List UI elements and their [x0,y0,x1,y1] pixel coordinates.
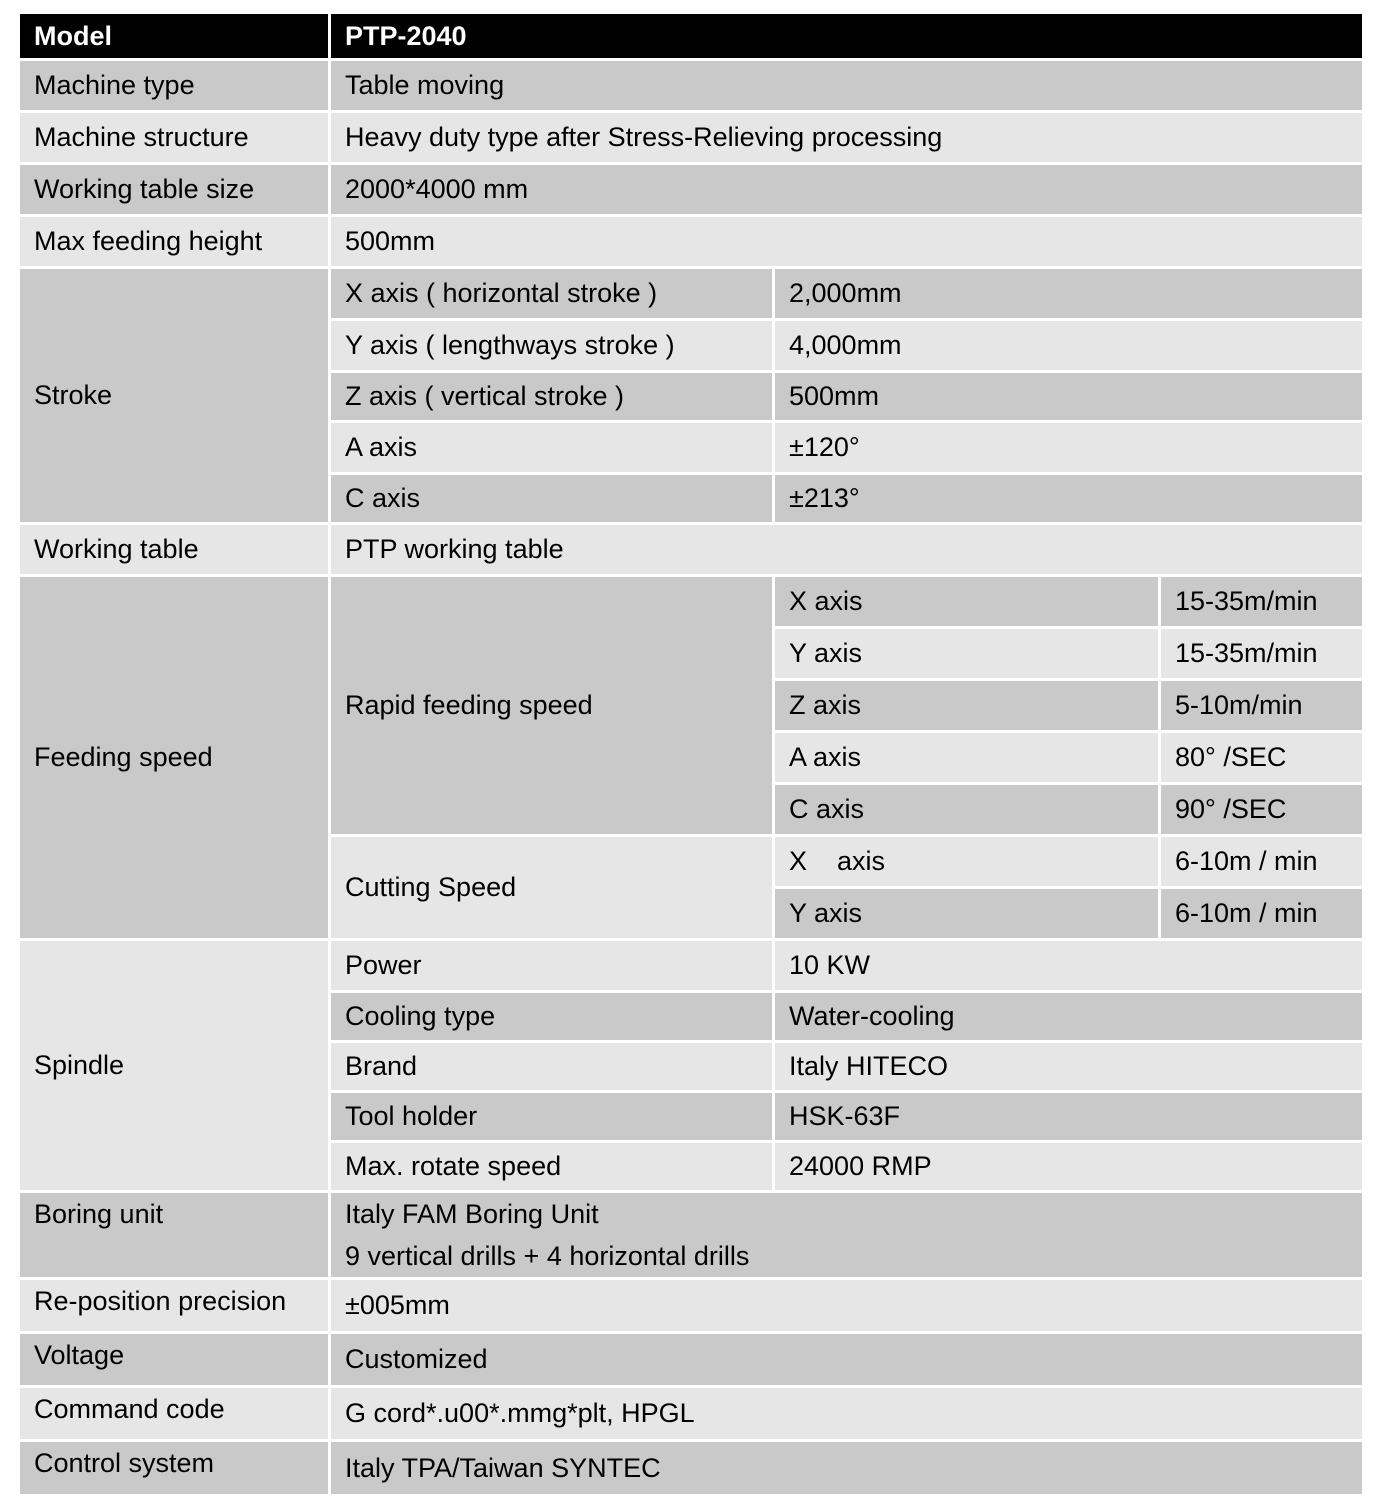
row-label: Boring unit [20,1193,331,1280]
rapid-axis-label: C axis [775,785,1161,837]
spindle-item-label: Max. rotate speed [331,1143,775,1193]
row-value: Customized [331,1334,1362,1388]
stroke-item-label: A axis [331,423,775,475]
rapid-axis-value: 5-10m/min [1161,681,1362,733]
row-value: 2000*4000 mm [331,165,1362,217]
row-value: ±005mm [331,1280,1362,1334]
row-label: Working table [20,525,331,577]
row-label: Max feeding height [20,217,331,269]
stroke-item-value: ±120° [775,423,1362,475]
stroke-item-value: 4,000mm [775,321,1362,373]
table-row [20,1442,1362,1497]
boring-unit-value [331,1193,1362,1280]
stroke-item-label: C axis [331,475,775,525]
cutting-speed-label: Cutting Speed [331,837,775,941]
row-value: G cord*.u00*.mmg*plt, HPGL [331,1388,1362,1442]
cutting-axis-value: 6-10m / min [1161,837,1362,889]
table-row [20,1334,1362,1388]
spindle-item-label: Power [331,941,775,993]
row-value: 500mm [331,217,1362,269]
row-value: PTP working table [331,525,1362,577]
cutting-axis-label: X axis [775,837,1161,889]
rapid-axis-label: A axis [775,733,1161,785]
row-value: Table moving [331,61,1362,113]
header-model-value: PTP-2040 [331,14,1362,61]
table-row [20,577,1362,629]
stroke-item-label: Z axis ( vertical stroke ) [331,373,775,423]
table-row [20,1388,1362,1442]
spindle-label: Spindle [20,941,331,1193]
stroke-item-label: Y axis ( lengthways stroke ) [331,321,775,373]
table-row [20,941,1362,993]
spindle-item-label: Brand [331,1043,775,1093]
spindle-item-label: Cooling type [331,993,775,1043]
rapid-axis-label: X axis [775,577,1161,629]
rapid-axis-value: 90° /SEC [1161,785,1362,837]
rapid-axis-value: 80° /SEC [1161,733,1362,785]
stroke-item-label: X axis ( horizontal stroke ) [331,269,775,321]
table-row [20,269,1362,321]
cutting-axis-value: 6-10m / min [1161,889,1362,941]
table-row [20,1280,1362,1334]
rapid-axis-label: Y axis [775,629,1161,681]
row-label: Voltage [20,1334,331,1388]
rapid-axis-label: Z axis [775,681,1161,733]
row-label: Working table size [20,165,331,217]
spindle-item-value: 24000 RMP [775,1143,1362,1193]
row-value: Heavy duty type after Stress-Relieving processing [331,113,1362,165]
table-row [20,165,1362,217]
stroke-item-value: 2,000mm [775,269,1362,321]
row-label: Command code [20,1388,331,1442]
table-row [20,1193,1362,1280]
rapid-feeding-label: Rapid feeding speed [331,577,775,837]
table-row [20,61,1362,113]
spindle-item-value: Water-cooling [775,993,1362,1043]
row-value: Italy TPA/Taiwan SYNTEC [331,1442,1362,1497]
row-label: Re-position precision [20,1280,331,1334]
feeding-speed-label: Feeding speed [20,577,331,941]
spindle-item-value: HSK-63F [775,1093,1362,1143]
spindle-item-value: 10 KW [775,941,1362,993]
table-row [20,113,1362,165]
stroke-item-value: ±213° [775,475,1362,525]
header-label: Model [20,14,331,61]
row-label: Machine structure [20,113,331,165]
boring-unit-line: 9 vertical drills + 4 horizontal drills [345,1241,750,1271]
table-row [20,217,1362,269]
cutting-axis-label: Y axis [775,889,1161,941]
boring-unit-line: Italy FAM Boring Unit [345,1199,599,1229]
rapid-axis-value: 15-35m/min [1161,629,1362,681]
header-row [20,14,1362,61]
row-label: Control system [20,1442,331,1497]
rapid-axis-value: 15-35m/min [1161,577,1362,629]
stroke-item-value: 500mm [775,373,1362,423]
spindle-item-label: Tool holder [331,1093,775,1143]
row-label: Machine type [20,61,331,113]
spec-table [20,14,1362,1497]
table-row [20,525,1362,577]
stroke-label: Stroke [20,269,331,525]
spindle-item-value: Italy HITECO [775,1043,1362,1093]
